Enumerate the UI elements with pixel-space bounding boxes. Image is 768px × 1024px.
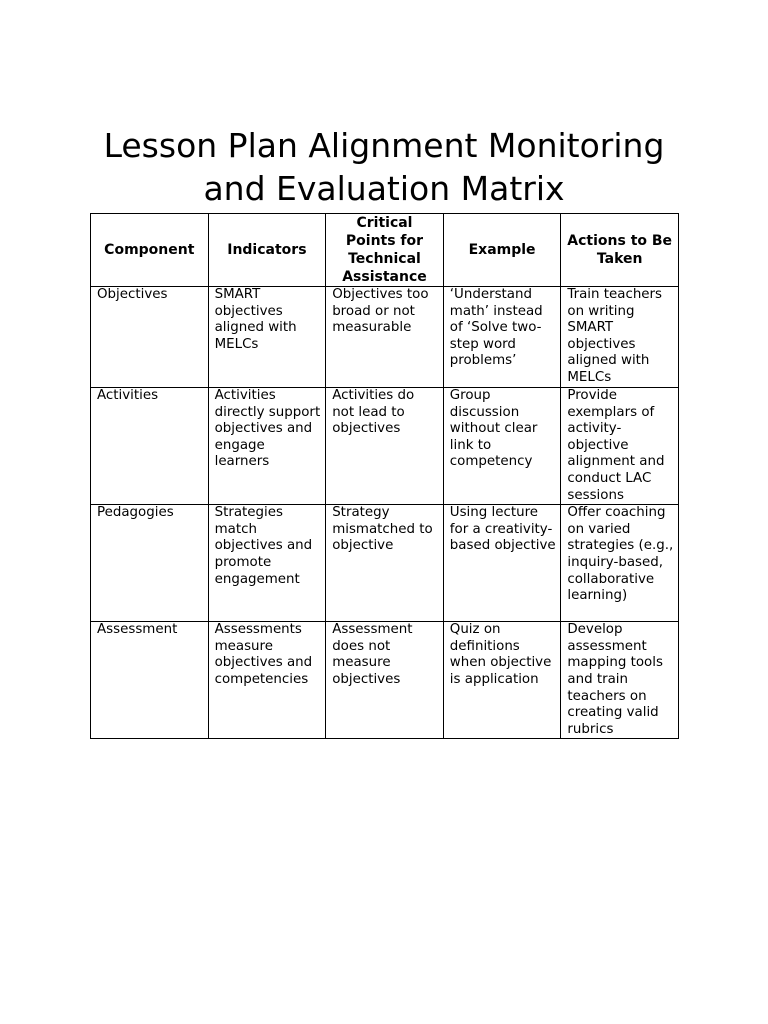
- table-row: [91, 622, 679, 739]
- table-row: [91, 388, 679, 505]
- table-header-row: [91, 214, 679, 287]
- cell-component: Pedagogies: [91, 505, 209, 622]
- cell-indicators: Strategies match objectives and promote engagement: [208, 505, 326, 622]
- cell-example: ‘Understand math’ instead of ‘Solve two-step word problems’: [443, 287, 561, 388]
- cell-critical-points: Activities do not lead to objectives: [326, 388, 444, 505]
- cell-indicators: Activities directly support objectives and engage learners: [208, 388, 326, 505]
- cell-actions: Train teachers on writing SMART objectives aligned with MELCs: [561, 287, 679, 388]
- header-indicators: Indicators: [208, 214, 326, 287]
- cell-actions: Develop assessment mapping tools and train teachers on creating valid rubrics: [561, 622, 679, 739]
- cell-component: Objectives: [91, 287, 209, 388]
- cell-example: Quiz on definitions when objective is application: [443, 622, 561, 739]
- cell-actions: Offer coaching on varied strategies (e.g., inquiry-based, collaborative learning): [561, 505, 679, 622]
- cell-critical-points: Assessment does not measure objectives: [326, 622, 444, 739]
- header-component: Component: [91, 214, 209, 287]
- page-title: [84, 124, 684, 210]
- header-actions: Actions to Be Taken: [561, 214, 679, 287]
- cell-example: Using lecture for a creativity-based objective: [443, 505, 561, 622]
- cell-example: Group discussion without clear link to competency: [443, 388, 561, 505]
- page-title-line-1: Lesson Plan Alignment Monitoring: [103, 126, 665, 165]
- cell-critical-points: Strategy mismatched to objective: [326, 505, 444, 622]
- table-row: [91, 287, 679, 388]
- header-example: Example: [443, 214, 561, 287]
- cell-indicators: Assessments measure objectives and competencies: [208, 622, 326, 739]
- cell-indicators: SMART objectives aligned with MELCs: [208, 287, 326, 388]
- alignment-matrix-table: [90, 213, 679, 739]
- cell-actions: Provide exemplars of activity-objective alignment and conduct LAC sessions: [561, 388, 679, 505]
- cell-critical-points: Objectives too broad or not measurable: [326, 287, 444, 388]
- header-critical-points: Critical Points for Technical Assistance: [326, 214, 444, 287]
- cell-component: Assessment: [91, 622, 209, 739]
- page-title-line-2: and Evaluation Matrix: [203, 169, 565, 208]
- cell-component: Activities: [91, 388, 209, 505]
- table-row: [91, 505, 679, 622]
